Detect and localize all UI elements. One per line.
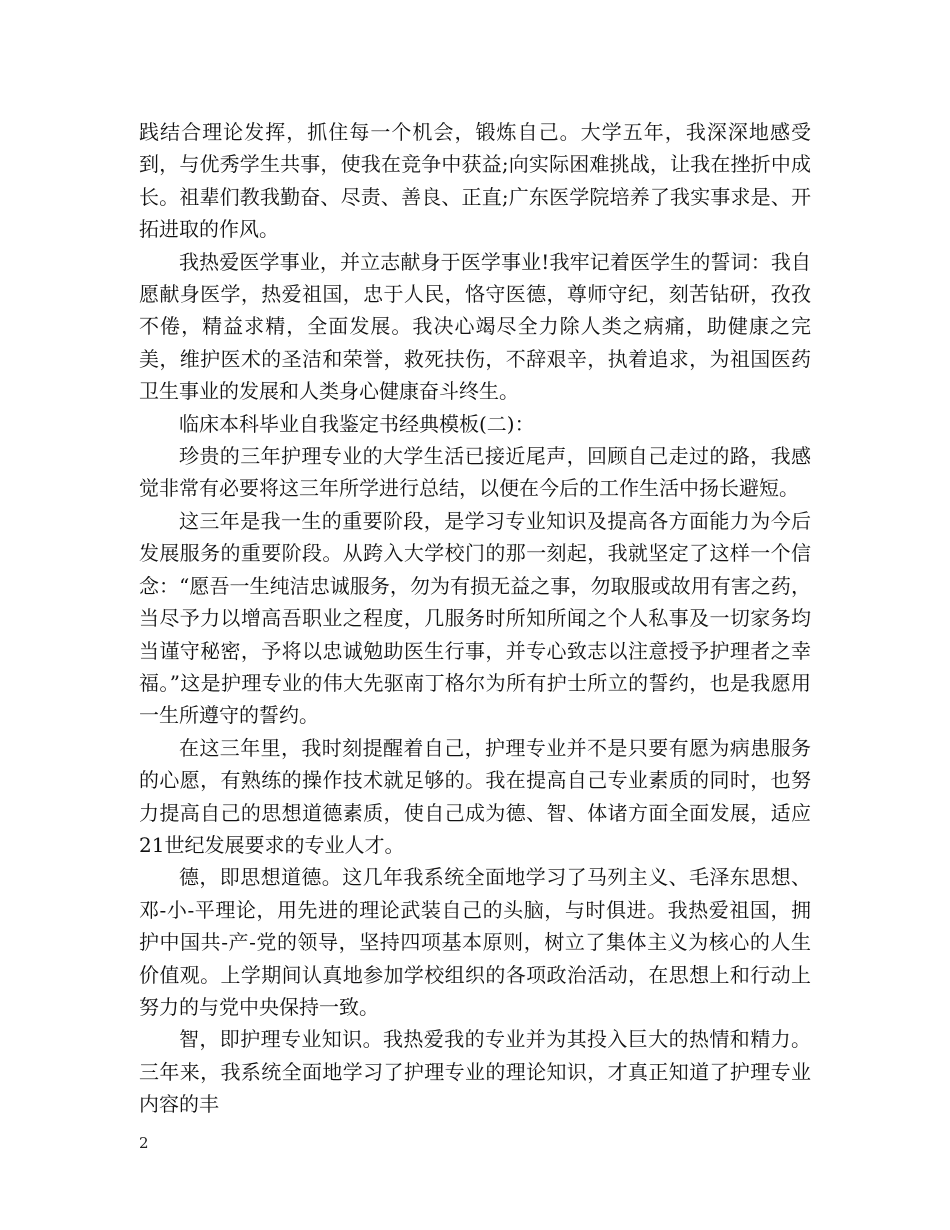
document-body <box>139 116 811 1121</box>
section-heading: 临床本科毕业自我鉴定书经典模板(二)： <box>179 411 535 436</box>
paragraph-medical-oath: 我热爱医学事业，并立志献身于医学事业!我牢记着医学生的誓词：我自愿献身医学，热爱祖国，忠于人民，恪守医德，尊师守纪，刻苦钻研，孜孜不倦，精益求精，全面发展。我决心竭尽全力除人类之病痛，助健康之完美，维护医术的圣洁和荣誉，救死扶伤，不辞艰辛，执着追求，为祖国医药卫生事业的发展和人类身心健康奋斗终生。 <box>139 249 811 404</box>
page-number: 2 <box>139 1134 149 1152</box>
paragraph-knowledge: 智，即护理专业知识。我热爱我的专业并为其投入巨大的热情和精力。三年来，我系统全面地学习了护理专业的理论知识，才真正知道了护理专业内容的丰 <box>139 1027 811 1117</box>
paragraph-three-years: 在这三年里，我时刻提醒着自己，护理专业并不是只要有愿为病患服务的心愿，有熟练的操作技术就足够的。我在提高自己专业素质的同时，也努力提高自己的思想道德素质，使自己成为德、智、体诸方面全面发展，适应21世纪发展要求的专业人才。 <box>139 735 811 857</box>
paragraph-continuation: 践结合理论发挥，抓住每一个机会，锻炼自己。大学五年，我深深地感受到，与优秀学生共事，使我在竞争中获益;向实际困难挑战，让我在挫折中成长。祖辈们教我勤奋、尽责、善良、正直;广东医学院培养了我实事求是、开拓进取的作风。 <box>139 120 811 242</box>
paragraph-intro: 珍贵的三年护理专业的大学生活已接近尾声，回顾自己走过的路，我感觉非常有必要将这三年所学进行总结，以便在今后的工作生活中扬长避短。 <box>139 444 811 501</box>
paragraph-morality: 德，即思想道德。这几年我系统全面地学习了马列主义、毛泽东思想、邓-小-平理论，用先进的理论武装自己的头脑，与时俱进。我热爱祖国，拥护中国共-产-党的领导，坚持四项基本原则，树立了集体主义为核心的人生价值观。上学期间认真地参加学校组织的各项政治活动，在思想上和行动上努力的与党中央保持一致。 <box>139 865 811 1019</box>
paragraph-nightingale-pledge: 这三年是我一生的重要阶段，是学习专业知识及提高各方面能力为今后发展服务的重要阶段。从跨入大学校门的那一刻起，我就坚定了这样一个信念：“愿吾一生纯洁忠诚服务，勿为有损无益之事，勿取服或故用有害之药，当尽予力以增高吾职业之程度，几服务时所知所闻之个人私事及一切家务均当谨守秘密，予将以忠诚勉助医生行事，并专心致志以注意授予护理者之幸福。”这是护理专业的伟大先驱南丁格尔为所有护士所立的誓约，也是我愿用一生所遵守的誓约。 <box>139 508 811 728</box>
